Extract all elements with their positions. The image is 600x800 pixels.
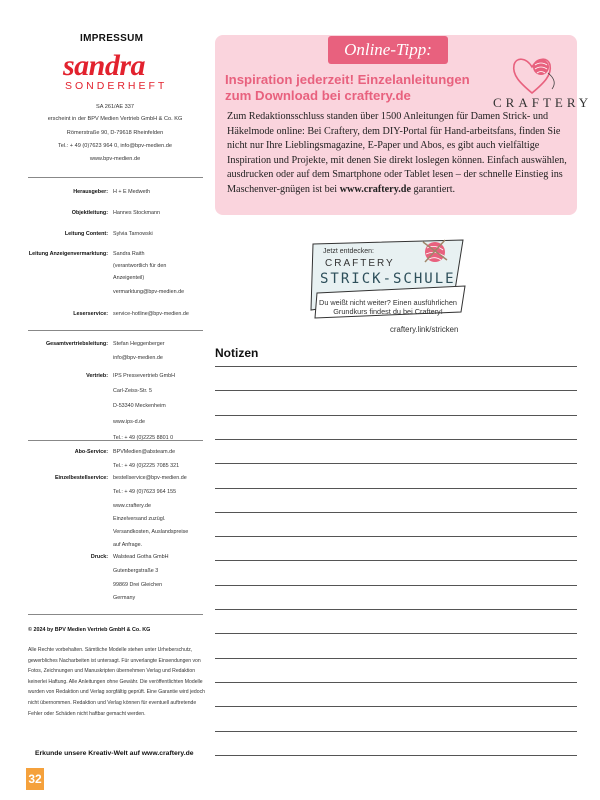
publisher-website: www.bpv-medien.de [89, 156, 141, 162]
issue-number: SA 261/AE 337 [96, 104, 134, 110]
bottom-note[interactable]: Erkunde unsere Kreativ-Welt auf www.craftery.de [35, 750, 194, 757]
note-line[interactable] [215, 731, 577, 732]
online-tip-label: Online-Tipp: [328, 36, 448, 64]
brand-subtitle: SONDERHEFT [65, 80, 168, 92]
note-line[interactable] [215, 463, 577, 464]
note-line[interactable] [215, 633, 577, 634]
online-tip-headline: Inspiration jederzeit! Einzelanleitungen zum Download bei craftery.de [225, 72, 470, 103]
note-line[interactable] [215, 609, 577, 610]
note-line[interactable] [215, 755, 577, 756]
note-line[interactable] [215, 415, 577, 416]
craftery-link[interactable]: www.craftery.de [339, 183, 411, 195]
page-number: 32 [26, 768, 44, 790]
copyright: © 2024 by BPV Medien Vertrieb GmbH & Co. KG [28, 627, 151, 633]
brand-name: sandra [63, 49, 146, 82]
note-line[interactable] [215, 536, 577, 537]
note-line[interactable] [215, 439, 577, 440]
craftery-wordmark: CRAFTERY [493, 95, 593, 110]
legal-notice: Alle Rechte vorbehalten. Sämtliche Modelle stehen unter Urheberschutz, gewerbliches Nacharbeiten ist untersagt. Für unverlangte Einsendungen von Fotos, Zeichnungen und Manuskripten übernehmen Verlag und Redaktion keinerlei Haftung. Alle Anleitungen ohne Gewähr. Die veröffentlichten Modelle wurden von Redaktion und Verlag sorgfältig geprüft. Eine Garantie wird jedoch nicht übernommen. Redaktion und Verlag können für eventuell auftretende Fehler oder Schäden nicht haftbar gemacht werden. [28, 647, 205, 717]
impressum-title: IMPRESSUM [80, 33, 144, 44]
online-tip-body: Zum Redaktionsschluss standen über 1500 Anleitungen für Damen Strick- und Häkelmode online: Bei Craftery, dem DIY-Portal für Hand-arbeitsfans, finden Sie nicht nur Ihre Lieblingsmagazine, E-Paper und Abos, es gibt auch vielfältige Inspiration und Projekte, mit denen Sie direkt loslegen können. Einfach auswählen, ausdrucken oder auf dem Smartphone oder Tablet lesen – der schnelle Einstieg ins Maschenver-gnügen ist bei www.craftery.de garantiert. [227, 111, 567, 195]
card-link[interactable]: craftery.link/stricken [390, 325, 459, 334]
sandra-logo [63, 49, 168, 98]
card-title: STRICK-SCHULE [320, 271, 456, 287]
divider [28, 614, 203, 615]
divider [28, 440, 203, 441]
publisher-contact: Tel.: + 49 (0)7623 964 0, info@bpv-medien.de [57, 143, 173, 149]
card-text: Du weißt nicht weiter? Einen ausführlichen Grundkurs findest du bei Craftery! [319, 298, 457, 316]
note-line[interactable] [215, 560, 577, 561]
divider [28, 330, 203, 331]
note-line[interactable] [215, 512, 577, 513]
notes-title: Notizen [215, 346, 259, 360]
card-brand: CRAFTERY [325, 258, 395, 269]
note-line[interactable] [215, 488, 577, 489]
note-line[interactable] [215, 706, 577, 707]
publisher-line: erscheint in der BPV Medien Vertrieb GmbH & Co. KG [47, 116, 183, 122]
card-intro: Jetzt entdecken: [323, 248, 374, 255]
note-line[interactable] [215, 585, 577, 586]
note-line[interactable] [215, 390, 577, 391]
note-line[interactable] [215, 366, 577, 367]
publisher-address: Römerstraße 90, D-79618 Rheinfelden [66, 130, 164, 136]
note-line[interactable] [215, 682, 577, 683]
divider [28, 177, 203, 178]
note-line[interactable] [215, 658, 577, 659]
